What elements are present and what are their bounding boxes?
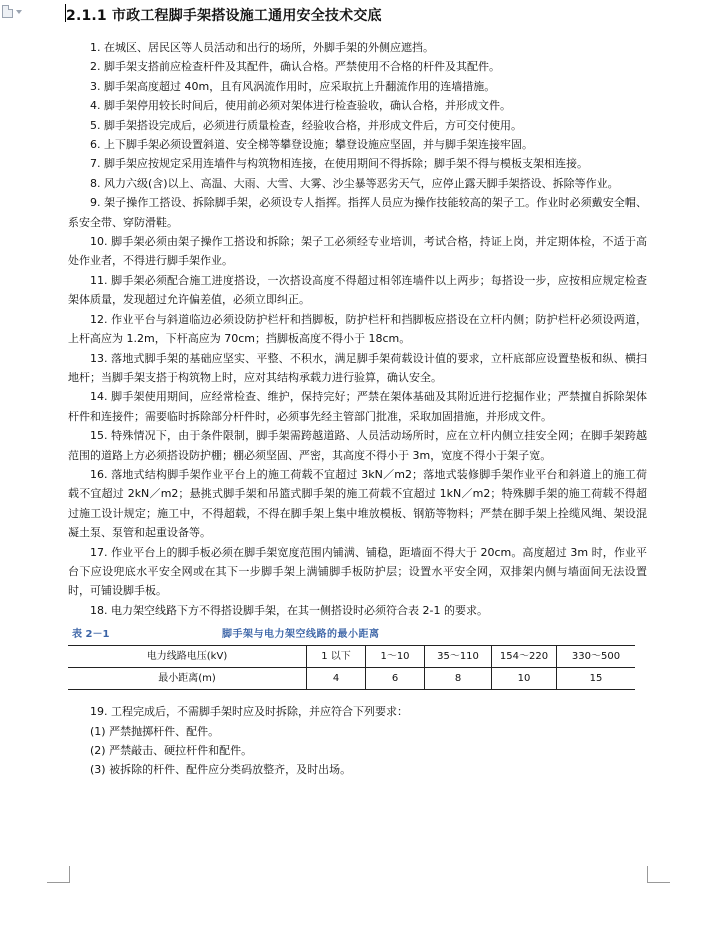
- page-margin-marker: [47, 866, 70, 883]
- table-row: [68, 668, 635, 690]
- paragraph: 16. 落地式结构脚手架作业平台上的施工荷载不宜超过 3kN／m2；落地式装修脚手架作业平台和斜道上的施工荷载不宜超过 2kN／m2；悬挑式脚手架和吊篮式脚手架的施工荷载不宜超过 1kN／m2；特殊脚手架的施工荷载不得超过施工设计规定；施工中，不得超载，不得在脚手架上集中堆放模板、钢筋等物料；严禁在脚手架上拴缆风绳、架设混凝土泵、泵管和起重设备等。: [68, 467, 647, 540]
- list-item: (2) 严禁敲击、硬拉杆件和配件。: [90, 744, 253, 757]
- table-cell: 6: [366, 668, 425, 690]
- paragraph: 10. 脚手架必须由架子操作工搭设和拆除；架子工必须经专业培训，考试合格，持证上岗，并定期体检，不适于高处作业者，不得进行脚手架作业。: [68, 235, 647, 268]
- table-cell: 330～500: [557, 646, 636, 668]
- paragraph: 8. 风力六级(含)以上、高温、大雨、大雪、大雾、沙尘暴等恶劣天气，应停止露天脚手架搭设、拆除等作业。: [90, 176, 619, 190]
- paragraph: 18. 电力架空线路下方不得搭设脚手架，在其一侧搭设时必须符合表 2-1 的要求。: [90, 603, 488, 617]
- paragraph: 7. 脚手架应按规定采用连墙件与构筑物相连接，在使用期间不得拆除；脚手架不得与模板支架相连接。: [90, 157, 588, 171]
- table-title: 脚手架与电力架空线路的最小距离: [222, 629, 380, 641]
- paragraph: 11. 脚手架必须配合施工进度搭设，一次搭设高度不得超过相邻连墙件以上两步；每搭设一步，应按相应规定检查架体质量，发现超过允许偏差值，必须立即纠正。: [68, 273, 647, 307]
- paragraph: 14. 脚手架使用期间，应经常检查、维护，保持完好；严禁在架体基础及其附近进行挖掘作业；严禁擅自拆除架体杆件和连接件；需要临时拆除部分杆件时，必须事先经主管部门批准，采取加固措施，并形成文件。: [68, 390, 647, 423]
- list-item: (3) 被拆除的杆件、配件应分类码放整齐，及时出场。: [90, 763, 352, 777]
- table-cell: 4: [307, 668, 366, 690]
- paragraph: 3. 脚手架高度超过 40m，且有风涡流作用时，应采取抗上升翻流作用的连墙措施。: [90, 79, 496, 93]
- paragraph: 6. 上下脚手架必须设置斜道、安全梯等攀登设施；攀登设施应坚固，并与脚手架连接牢固。: [90, 138, 533, 152]
- table-header-cell: 最小距离(m): [68, 668, 307, 690]
- section-heading: 2.1.1 市政工程脚手架搭设施工通用安全技术交底: [66, 8, 382, 24]
- paragraph: 9. 架子操作工搭设、拆除脚手架，必须设专人指挥。指挥人员应为操作技能较高的架子工。作业时必须戴安全帽、系安全带、穿防滑鞋。: [68, 196, 647, 229]
- table-row: [68, 646, 635, 668]
- table-number: 表 2－1: [72, 629, 110, 641]
- table-cell: 8: [425, 668, 492, 690]
- paragraph: 15. 特殊情况下，由于条件限制，脚手架需跨越道路、人员活动场所时，应在立杆内侧立挂安全网；在脚手架跨越范围的道路上方必须搭设防护棚；棚必须坚固、严密，其高度不得小于 3m，宽度不得小于架子宽。: [68, 429, 647, 462]
- list-item: (1) 严禁抛掷杆件、配件。: [90, 724, 220, 738]
- document-icon[interactable]: [2, 5, 13, 18]
- table-cell: 154～220: [492, 646, 557, 668]
- table-cell: 35～110: [425, 646, 492, 668]
- paragraph: 17. 作业平台上的脚手板必须在脚手架宽度范围内铺满、铺稳，距墙面不得大于 20cm。高度超过 3m 时，作业平台下应设兜底水平安全网或在其下一步脚手架上满铺脚手板防护层；设置水平安全网，双排架内侧与墙面间无法设置时，可铺设脚手板。: [68, 545, 647, 598]
- distance-table-block: [68, 627, 647, 690]
- paragraph: 1. 在城区、居民区等人员活动和出行的场所，外脚手架的外侧应遮挡。: [90, 41, 434, 54]
- table-cell: 10: [492, 668, 557, 690]
- table-cell: 1 以下: [307, 646, 366, 668]
- table-cell: 15: [557, 668, 636, 690]
- paragraph: 5. 脚手架搭设完成后，必须进行质量检查，经验收合格，并形成文件后，方可交付使用。: [90, 118, 522, 132]
- table-cell: 1～10: [366, 646, 425, 668]
- page-margin-marker: [647, 866, 670, 883]
- table-caption: [68, 627, 647, 643]
- table-header-cell: 电力线路电压(kV): [68, 646, 307, 668]
- document-nav-control[interactable]: [2, 5, 22, 18]
- chevron-down-icon[interactable]: [16, 10, 22, 14]
- document-body: [68, 38, 647, 780]
- paragraph: 4. 脚手架停用较长时间后，使用前必须对架体进行检查验收，确认合格，并形成文件。: [90, 99, 511, 113]
- paragraph: 12. 作业平台与斜道临边必须设防护栏杆和挡脚板，防护栏杆和挡脚板应搭设在立杆内侧；防护栏杆必须设两道，上杆高应为 1.2m，下杆高应为 70cm；挡脚板高度不得小于 18cm。: [68, 312, 647, 346]
- paragraph: 2. 脚手架支搭前应检查杆件及其配件，确认合格。严禁使用不合格的杆件及其配件。: [90, 60, 500, 74]
- paragraph: 13. 落地式脚手架的基础应坚实、平整、不积水，满足脚手架荷载设计值的要求，立杆底部应设置垫板和纵、横扫地杆；当脚手架支搭于构筑物上时，应对其结构承载力进行验算，确认安全。: [68, 351, 647, 384]
- distance-table: [68, 645, 635, 690]
- paragraph: 19. 工程完成后，不需脚手架时应及时拆除，并应符合下列要求：: [90, 705, 408, 719]
